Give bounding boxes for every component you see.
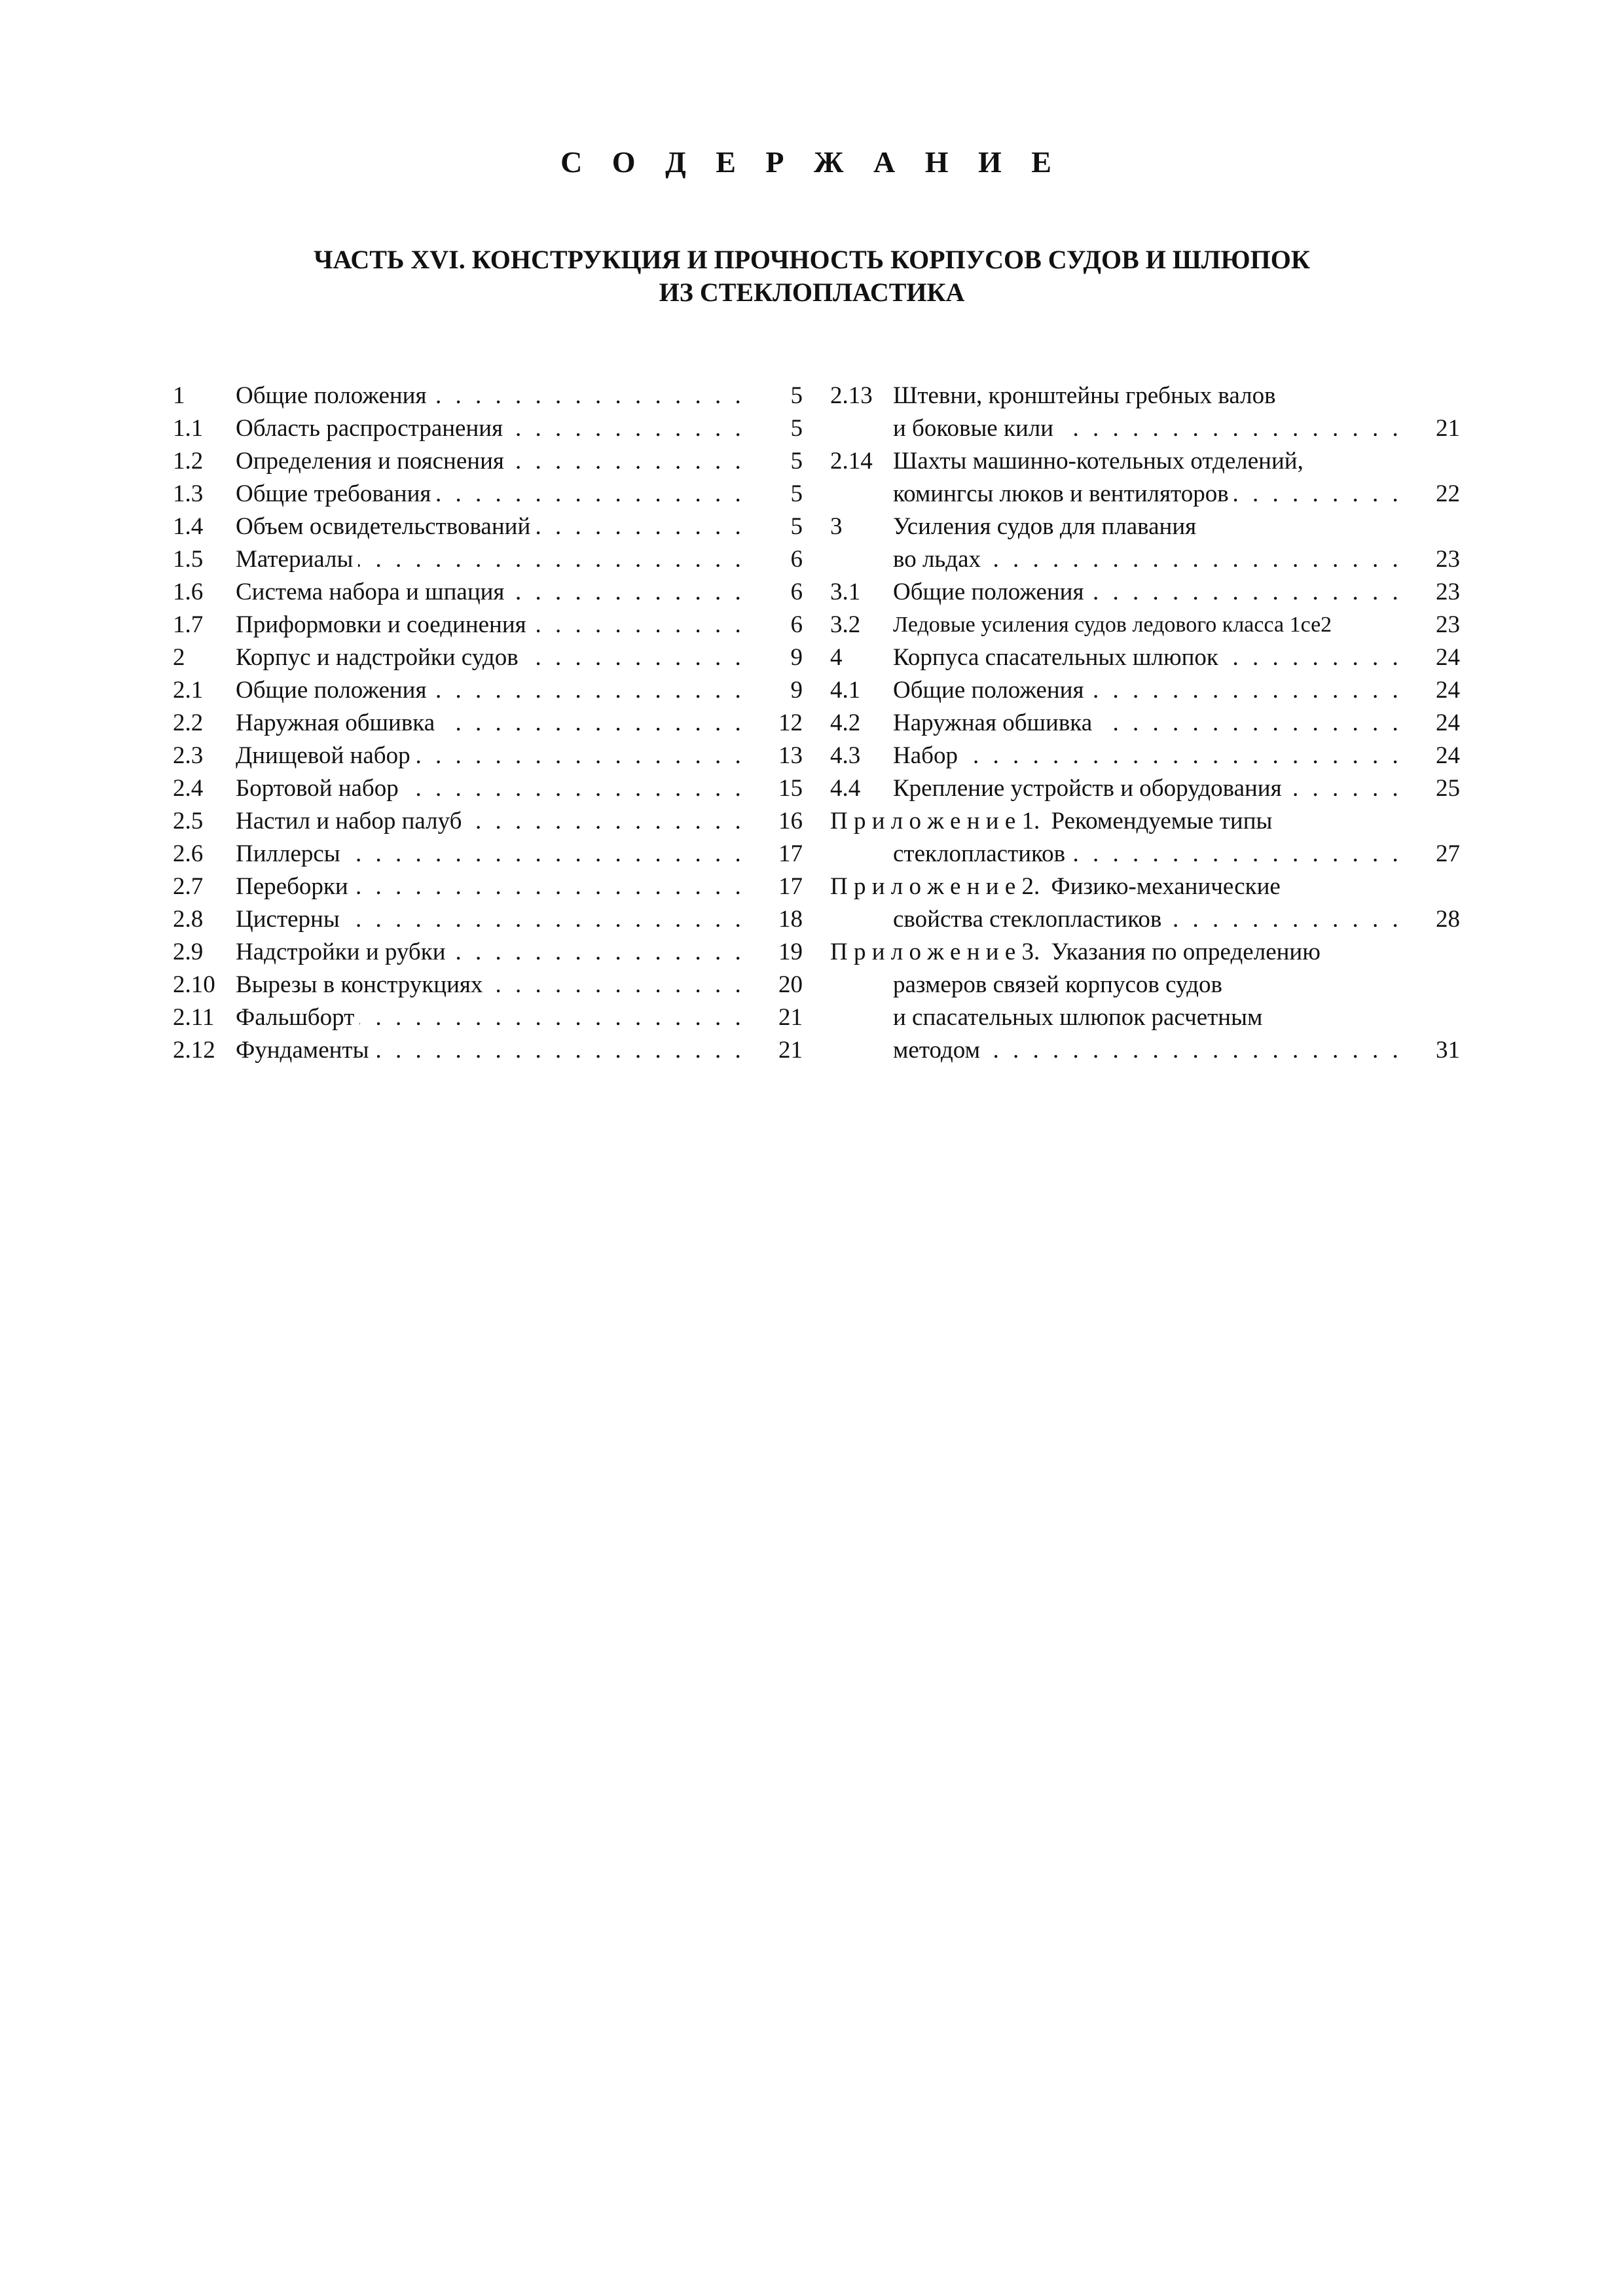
toc-entry-continuation[interactable] xyxy=(830,903,1460,936)
toc-entry[interactable] xyxy=(173,740,803,772)
toc-entry[interactable] xyxy=(830,641,1460,674)
toc-number: 1.4 xyxy=(173,513,204,540)
toc-page: 6 xyxy=(790,611,803,638)
toc-title: Общие положения xyxy=(236,382,431,409)
toc-appendix-entry[interactable] xyxy=(830,936,1460,969)
toc-title: Переборки xyxy=(236,873,354,900)
toc-number: 2.7 xyxy=(173,873,204,900)
toc-entry[interactable] xyxy=(173,969,803,1001)
toc-number: 2.10 xyxy=(173,971,215,998)
toc-page: 17 xyxy=(778,840,803,867)
toc-title: Материалы xyxy=(236,546,358,573)
toc-page: 20 xyxy=(778,971,803,998)
toc-page: 15 xyxy=(778,775,803,802)
toc-appendix-entry[interactable] xyxy=(830,805,1460,838)
toc-number: 3.2 xyxy=(830,611,861,638)
toc-number: 2.4 xyxy=(173,775,204,802)
toc-number: 2.11 xyxy=(173,1004,215,1031)
toc-title: Область распространения xyxy=(236,415,508,442)
toc-entry[interactable] xyxy=(173,478,803,511)
toc-entry[interactable] xyxy=(173,772,803,805)
toc-title-continuation: стеклопластиков xyxy=(893,840,1070,867)
toc-title: Шахты машинно-котельных отделений, xyxy=(893,448,1309,475)
toc-number: 4.1 xyxy=(830,677,861,704)
toc-number: 1.2 xyxy=(173,448,204,475)
toc-number: 2.14 xyxy=(830,448,873,475)
toc-page: 6 xyxy=(790,546,803,573)
toc-page: 22 xyxy=(1436,480,1460,507)
toc-page: 9 xyxy=(790,677,803,704)
toc-page: 5 xyxy=(790,480,803,507)
toc-page: 17 xyxy=(778,873,803,900)
toc-entry[interactable] xyxy=(830,380,1460,412)
toc-number: 2.12 xyxy=(173,1037,215,1064)
toc-title: Фальшборт xyxy=(236,1004,359,1031)
toc-entry[interactable] xyxy=(173,511,803,543)
toc-title: Наружная обшивка xyxy=(893,709,1097,736)
toc-page: 16 xyxy=(778,808,803,834)
toc-number: 2.8 xyxy=(173,906,204,933)
toc-title-continuation: методом xyxy=(893,1037,985,1064)
toc-title: Вырезы в конструкциях xyxy=(236,971,488,998)
toc-title: Бортовой набор xyxy=(236,775,404,802)
toc-number: 2.6 xyxy=(173,840,204,867)
toc-page: 13 xyxy=(778,742,803,769)
toc-title: Общие требования xyxy=(236,480,436,507)
toc-entry-continuation[interactable] xyxy=(830,543,1460,576)
toc-page: 31 xyxy=(1436,1037,1460,1064)
toc-number: 1.3 xyxy=(173,480,204,507)
toc-entry[interactable] xyxy=(173,707,803,740)
toc-title-continuation: во льдах xyxy=(893,546,986,573)
toc-entry[interactable] xyxy=(830,707,1460,740)
toc-number: 3.1 xyxy=(830,579,861,605)
toc-number: 4.2 xyxy=(830,709,861,736)
toc-entry[interactable] xyxy=(830,511,1460,543)
toc-title: Цистерны xyxy=(236,906,345,933)
toc-number: 1.5 xyxy=(173,546,204,573)
toc-entry[interactable] xyxy=(173,674,803,707)
toc-entry[interactable] xyxy=(173,805,803,838)
appendix-title: Указания по определению xyxy=(1051,939,1326,965)
toc-entry[interactable] xyxy=(830,609,1460,641)
toc-page: 21 xyxy=(778,1037,803,1064)
toc-entry[interactable] xyxy=(173,870,803,903)
toc-page: 23 xyxy=(1436,579,1460,605)
toc-page: 18 xyxy=(778,906,803,933)
toc-right-column xyxy=(830,380,1460,1067)
toc-page: 5 xyxy=(790,415,803,442)
toc-entry-continuation[interactable] xyxy=(830,1034,1460,1067)
toc-entry[interactable] xyxy=(173,936,803,969)
toc-entry[interactable] xyxy=(173,903,803,936)
toc-title-continuation: и спасательных шлюпок расчетным xyxy=(893,1004,1267,1031)
toc-page: 5 xyxy=(790,448,803,475)
toc-title: Пиллерсы xyxy=(236,840,346,867)
toc-page: 21 xyxy=(1436,415,1460,442)
toc-page: 24 xyxy=(1436,709,1460,736)
toc-title: Днищевой набор xyxy=(236,742,416,769)
toc-number: 2.9 xyxy=(173,939,204,965)
appendix-title: Рекомендуемые типы xyxy=(1051,808,1278,834)
toc-appendix-entry[interactable] xyxy=(830,870,1460,903)
toc-title: Определения и пояснения xyxy=(236,448,509,475)
toc-page: 24 xyxy=(1436,677,1460,704)
part-title-line-1: ЧАСТЬ XVI. КОНСТРУКЦИЯ И ПРОЧНОСТЬ КОРПУСОВ СУДОВ И ШЛЮПОК xyxy=(314,245,1310,274)
toc-number: 1.1 xyxy=(173,415,204,442)
toc-entry-continuation[interactable] xyxy=(830,412,1460,445)
toc-title: Общие положения xyxy=(236,677,431,704)
toc-number: 2.1 xyxy=(173,677,204,704)
toc-page: 23 xyxy=(1436,546,1460,573)
toc-number: 3 xyxy=(830,513,843,540)
toc-page: 25 xyxy=(1436,775,1460,802)
toc-title: Наружная обшивка xyxy=(236,709,440,736)
toc-title-continuation: размеров связей корпусов судов xyxy=(893,971,1228,998)
toc-entry[interactable] xyxy=(173,609,803,641)
toc-page: 24 xyxy=(1436,742,1460,769)
toc-number: 2.3 xyxy=(173,742,204,769)
part-title-line-2: ИЗ СТЕКЛОПЛАСТИКА xyxy=(659,278,965,307)
toc-title: Корпуса спасательных шлюпок xyxy=(893,644,1224,671)
toc-title: Усиления судов для плавания xyxy=(893,513,1201,540)
toc-number: 4 xyxy=(830,644,843,671)
toc-entry[interactable] xyxy=(830,740,1460,772)
toc-title: Система набора и шпация xyxy=(236,579,509,605)
toc-page: 19 xyxy=(778,939,803,965)
toc-title: Ледовые усиления судов ледового класса 1се2 xyxy=(893,613,1337,637)
toc-entry[interactable] xyxy=(830,445,1460,478)
toc-page: 21 xyxy=(778,1004,803,1031)
toc-title: Общие положения xyxy=(893,677,1089,704)
toc-title-continuation: и боковые кили xyxy=(893,415,1059,442)
page-title: С О Д Е Р Ж А Н И Е xyxy=(560,145,1063,179)
toc-title: Объем освидетельствований xyxy=(236,513,536,540)
toc-entry-continuation[interactable] xyxy=(830,478,1460,511)
toc-title: Штевни, кронштейны гребных валов xyxy=(893,382,1281,409)
toc-left-column xyxy=(173,380,803,1067)
appendix-label: П р и л о ж е н и е 3. xyxy=(830,939,1045,965)
toc-entry-continuation[interactable] xyxy=(830,1001,1460,1034)
toc-entry[interactable] xyxy=(173,543,803,576)
toc-number: 2 xyxy=(173,644,185,671)
toc-title: Приформовки и соединения xyxy=(236,611,532,638)
toc-page: 28 xyxy=(1436,906,1460,933)
toc-page: 6 xyxy=(790,579,803,605)
toc-entry[interactable] xyxy=(173,1001,803,1034)
toc-entry[interactable] xyxy=(173,1034,803,1067)
toc-page: 9 xyxy=(790,644,803,671)
toc-entry-continuation[interactable] xyxy=(830,838,1460,870)
toc-number: 2.2 xyxy=(173,709,204,736)
toc-entry[interactable] xyxy=(173,641,803,674)
toc-title: Фундаменты xyxy=(236,1037,374,1064)
toc-entry[interactable] xyxy=(830,772,1460,805)
toc-entry[interactable] xyxy=(830,674,1460,707)
appendix-label: П р и л о ж е н и е 1. xyxy=(830,808,1045,834)
toc-title: Надстройки и рубки xyxy=(236,939,451,965)
toc-entry[interactable] xyxy=(173,445,803,478)
toc-page: 23 xyxy=(1436,611,1460,638)
toc-entry[interactable] xyxy=(173,838,803,870)
toc-number: 2.5 xyxy=(173,808,204,834)
toc-number: 1 xyxy=(173,382,185,409)
toc-entry[interactable] xyxy=(830,576,1460,609)
toc-title-continuation: комингсы люков и вентиляторов xyxy=(893,480,1234,507)
toc-entry[interactable] xyxy=(173,380,803,412)
toc-page: 27 xyxy=(1436,840,1460,867)
part-title xyxy=(196,243,1427,309)
toc-page: 24 xyxy=(1436,644,1460,671)
toc-page: 5 xyxy=(790,513,803,540)
toc-page: 12 xyxy=(778,709,803,736)
toc-title: Набор xyxy=(893,742,963,769)
toc-entry-continuation[interactable] xyxy=(830,969,1460,1001)
toc-number: 2.13 xyxy=(830,382,873,409)
toc-entry[interactable] xyxy=(173,576,803,609)
toc-entry[interactable] xyxy=(173,412,803,445)
toc-number: 4.3 xyxy=(830,742,861,769)
appendix-title: Физико-механические xyxy=(1051,873,1286,900)
toc-title: Настил и набор палуб xyxy=(236,808,467,834)
toc-title-continuation: свойства стеклопластиков xyxy=(893,906,1167,933)
toc-title: Общие положения xyxy=(893,579,1089,605)
toc-number: 1.6 xyxy=(173,579,204,605)
toc-title: Корпус и надстройки судов xyxy=(236,644,524,671)
toc-number: 1.7 xyxy=(173,611,204,638)
appendix-label: П р и л о ж е н и е 2. xyxy=(830,873,1045,900)
toc-number: 4.4 xyxy=(830,775,861,802)
toc-page: 5 xyxy=(790,382,803,409)
toc-title: Крепление устройств и оборудования xyxy=(893,775,1287,802)
